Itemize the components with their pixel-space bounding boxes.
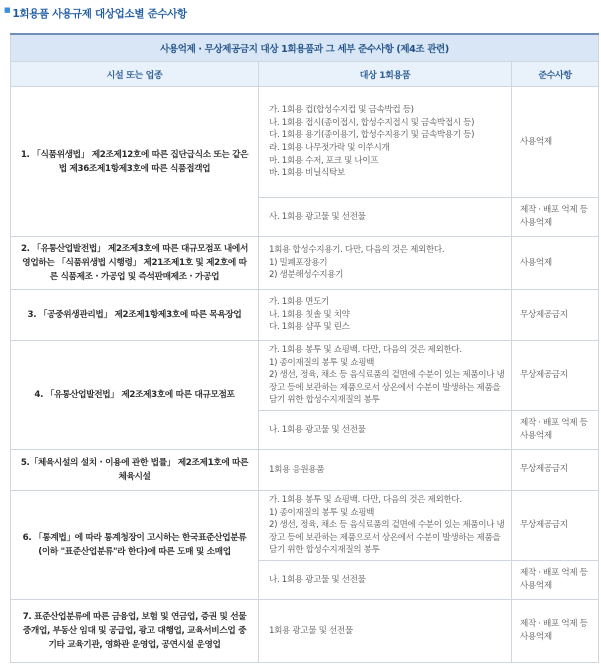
- requirement-cell: 제작 · 배포 억제 등 사용억제: [512, 198, 599, 237]
- item-line: 라. 1회용 나무젓가락 및 이쑤시개: [269, 143, 390, 153]
- header-items: 대상 1회용품: [259, 62, 512, 87]
- facility-cell: 1. 「식품위생법」 제2조제12호에 따른 집단급식소 또는 같은 법 제36조제1항제3호에 따른 식품접객업: [11, 87, 259, 237]
- items-cell: [259, 599, 512, 662]
- item-line: 마. 1회용 수저, 포크 및 나이프: [269, 155, 379, 166]
- requirement-cell: 사용억제: [512, 87, 599, 198]
- requirement-cell: 무상제공금지: [512, 449, 599, 490]
- items-cell: [259, 198, 512, 237]
- item-line: 가. 1회용 봉투 및 쇼핑백. 다만, 다음의 것은 제외한다.: [269, 345, 462, 355]
- item-line: 1) 밀폐포장용기: [269, 257, 328, 268]
- header-facility: 시설 또는 업종: [11, 62, 259, 87]
- page-heading: [4, 6, 187, 21]
- item-line: 다. 1회용 용기(종이용기, 합성수지용기 및 금속박용기 등): [269, 130, 475, 141]
- item-line: 가. 1회용 면도기: [269, 297, 329, 308]
- item-line: 2) 생선, 정육, 채소 등 음식료품의 겉면에 수분이 있는 제품이나 냉장고 등에 보관하는 제품으로서 상온에서 수분이 발생하는 제품을 담기 위한 합성수지재질의 봉투: [269, 520, 505, 556]
- requirement-cell: 무상제공금지: [512, 290, 599, 341]
- table-row: [11, 87, 599, 198]
- item-line: 2) 생선, 정육, 채소 등 음식료품의 겉면에 수분이 있는 제품이나 냉장고 등에 보관하는 제품으로서 상온에서 수분이 발생하는 제품을 담기 위한 합성수지재질의 봉투: [269, 370, 505, 406]
- item-line: 가. 1회용 봉투 및 쇼핑백. 다만, 다음의 것은 제외한다.: [269, 494, 462, 505]
- table-row: [11, 599, 599, 662]
- requirement-cell: 무상제공금지: [512, 341, 599, 411]
- table-caption: 사용억제 · 무상제공금지 대상 1회용품과 그 세부 준수사항 (제4조 관련): [11, 34, 599, 62]
- table-row: [11, 490, 599, 560]
- facility-cell: 7. 표준산업분류에 따른 금융업, 보험 및 연금업, 증권 및 선물 중개업, 부동산 임대 및 공급업, 광고 대행업, 교육서비스업 중 기타 교육기관, 영화관 운영업, 공연시설 운영업: [11, 599, 259, 662]
- requirement-cell: 사용억제: [512, 237, 599, 290]
- item-line: 다. 1회용 샴푸 및 린스: [269, 322, 350, 333]
- item-line: 1) 종이재질의 봉투 및 쇼핑백: [269, 357, 375, 368]
- items-cell: [259, 290, 512, 341]
- facility-cell: 3. 「공중위생관리법」 제2조제1항제3호에 따른 목욕장업: [11, 290, 259, 341]
- items-cell: [259, 449, 512, 490]
- item-line: 나. 1회용 광고물 및 선전물: [269, 574, 366, 585]
- bullet-icon: ■: [4, 6, 11, 14]
- facility-cell: 5.「체육시설의 설치 · 이용에 관한 법률」 제2조제1호에 따른 체육시설: [11, 449, 259, 490]
- table-row: [11, 290, 599, 341]
- item-line: 2) 생분해성수지용기: [269, 270, 344, 281]
- table-row: [11, 237, 599, 290]
- requirement-cell: 제작 · 배포 억제 등 사용억제: [512, 560, 599, 599]
- items-cell: [259, 237, 512, 290]
- facility-cell: 6. 「통계법」에 따라 통계청장이 고시하는 한국표준산업분류(이하 "표준산업분류"라 한다)에 따른 도매 및 소매업: [11, 490, 259, 599]
- header-requirement: 준수사항: [512, 62, 599, 87]
- facility-cell: 4. 「유통산업발전법」 제2조제3호에 따른 대규모점포: [11, 341, 259, 450]
- table-row: [11, 449, 599, 490]
- item-line: 나. 1회용 칫솔 및 치약: [269, 309, 350, 320]
- item-line: 나. 1회용 접시(종이접시, 합성수지접시 및 금속박접시 등): [269, 117, 475, 128]
- item-line: 1) 종이재질의 봉투 및 쇼핑백: [269, 507, 375, 518]
- items-cell: [259, 560, 512, 599]
- requirement-cell: 제작 · 배포 억제 등 사용억제: [512, 599, 599, 662]
- item-line: 사. 1회용 광고물 및 선전물: [269, 211, 366, 222]
- requirement-cell: 제작 · 배포 억제 등 사용억제: [512, 410, 599, 449]
- item-line: 1회용 광고물 및 선전물: [269, 625, 353, 636]
- facility-cell: 2. 「유통산업발전법」 제2조제3호에 따른 대규모점포 내에서 영업하는 「식품위생법 시행령」 제21조제1호 및 제2호에 따른 식품제조 · 가공업 및 즉석판매제조 · 가공업: [11, 237, 259, 290]
- item-line: 1회용 합성수지용기. 다만, 다음의 것은 제외한다.: [269, 245, 445, 256]
- page-title: 1회용품 사용규제 대상업소별 준수사항: [12, 8, 187, 20]
- item-line: 가. 1회용 컵(합성수지컵 및 금속박컵 등): [269, 105, 414, 116]
- item-line: 1회용 응원용품: [269, 464, 325, 475]
- items-cell: [259, 87, 512, 198]
- items-cell: [259, 410, 512, 449]
- items-cell: [259, 490, 512, 560]
- item-line: 바. 1회용 비닐식탁보: [269, 168, 345, 179]
- regulation-table: [10, 33, 599, 663]
- items-cell: [259, 341, 512, 411]
- requirement-cell: 무상제공금지: [512, 490, 599, 560]
- table-row: [11, 341, 599, 411]
- item-line: 나. 1회용 광고물 및 선전물: [269, 424, 366, 435]
